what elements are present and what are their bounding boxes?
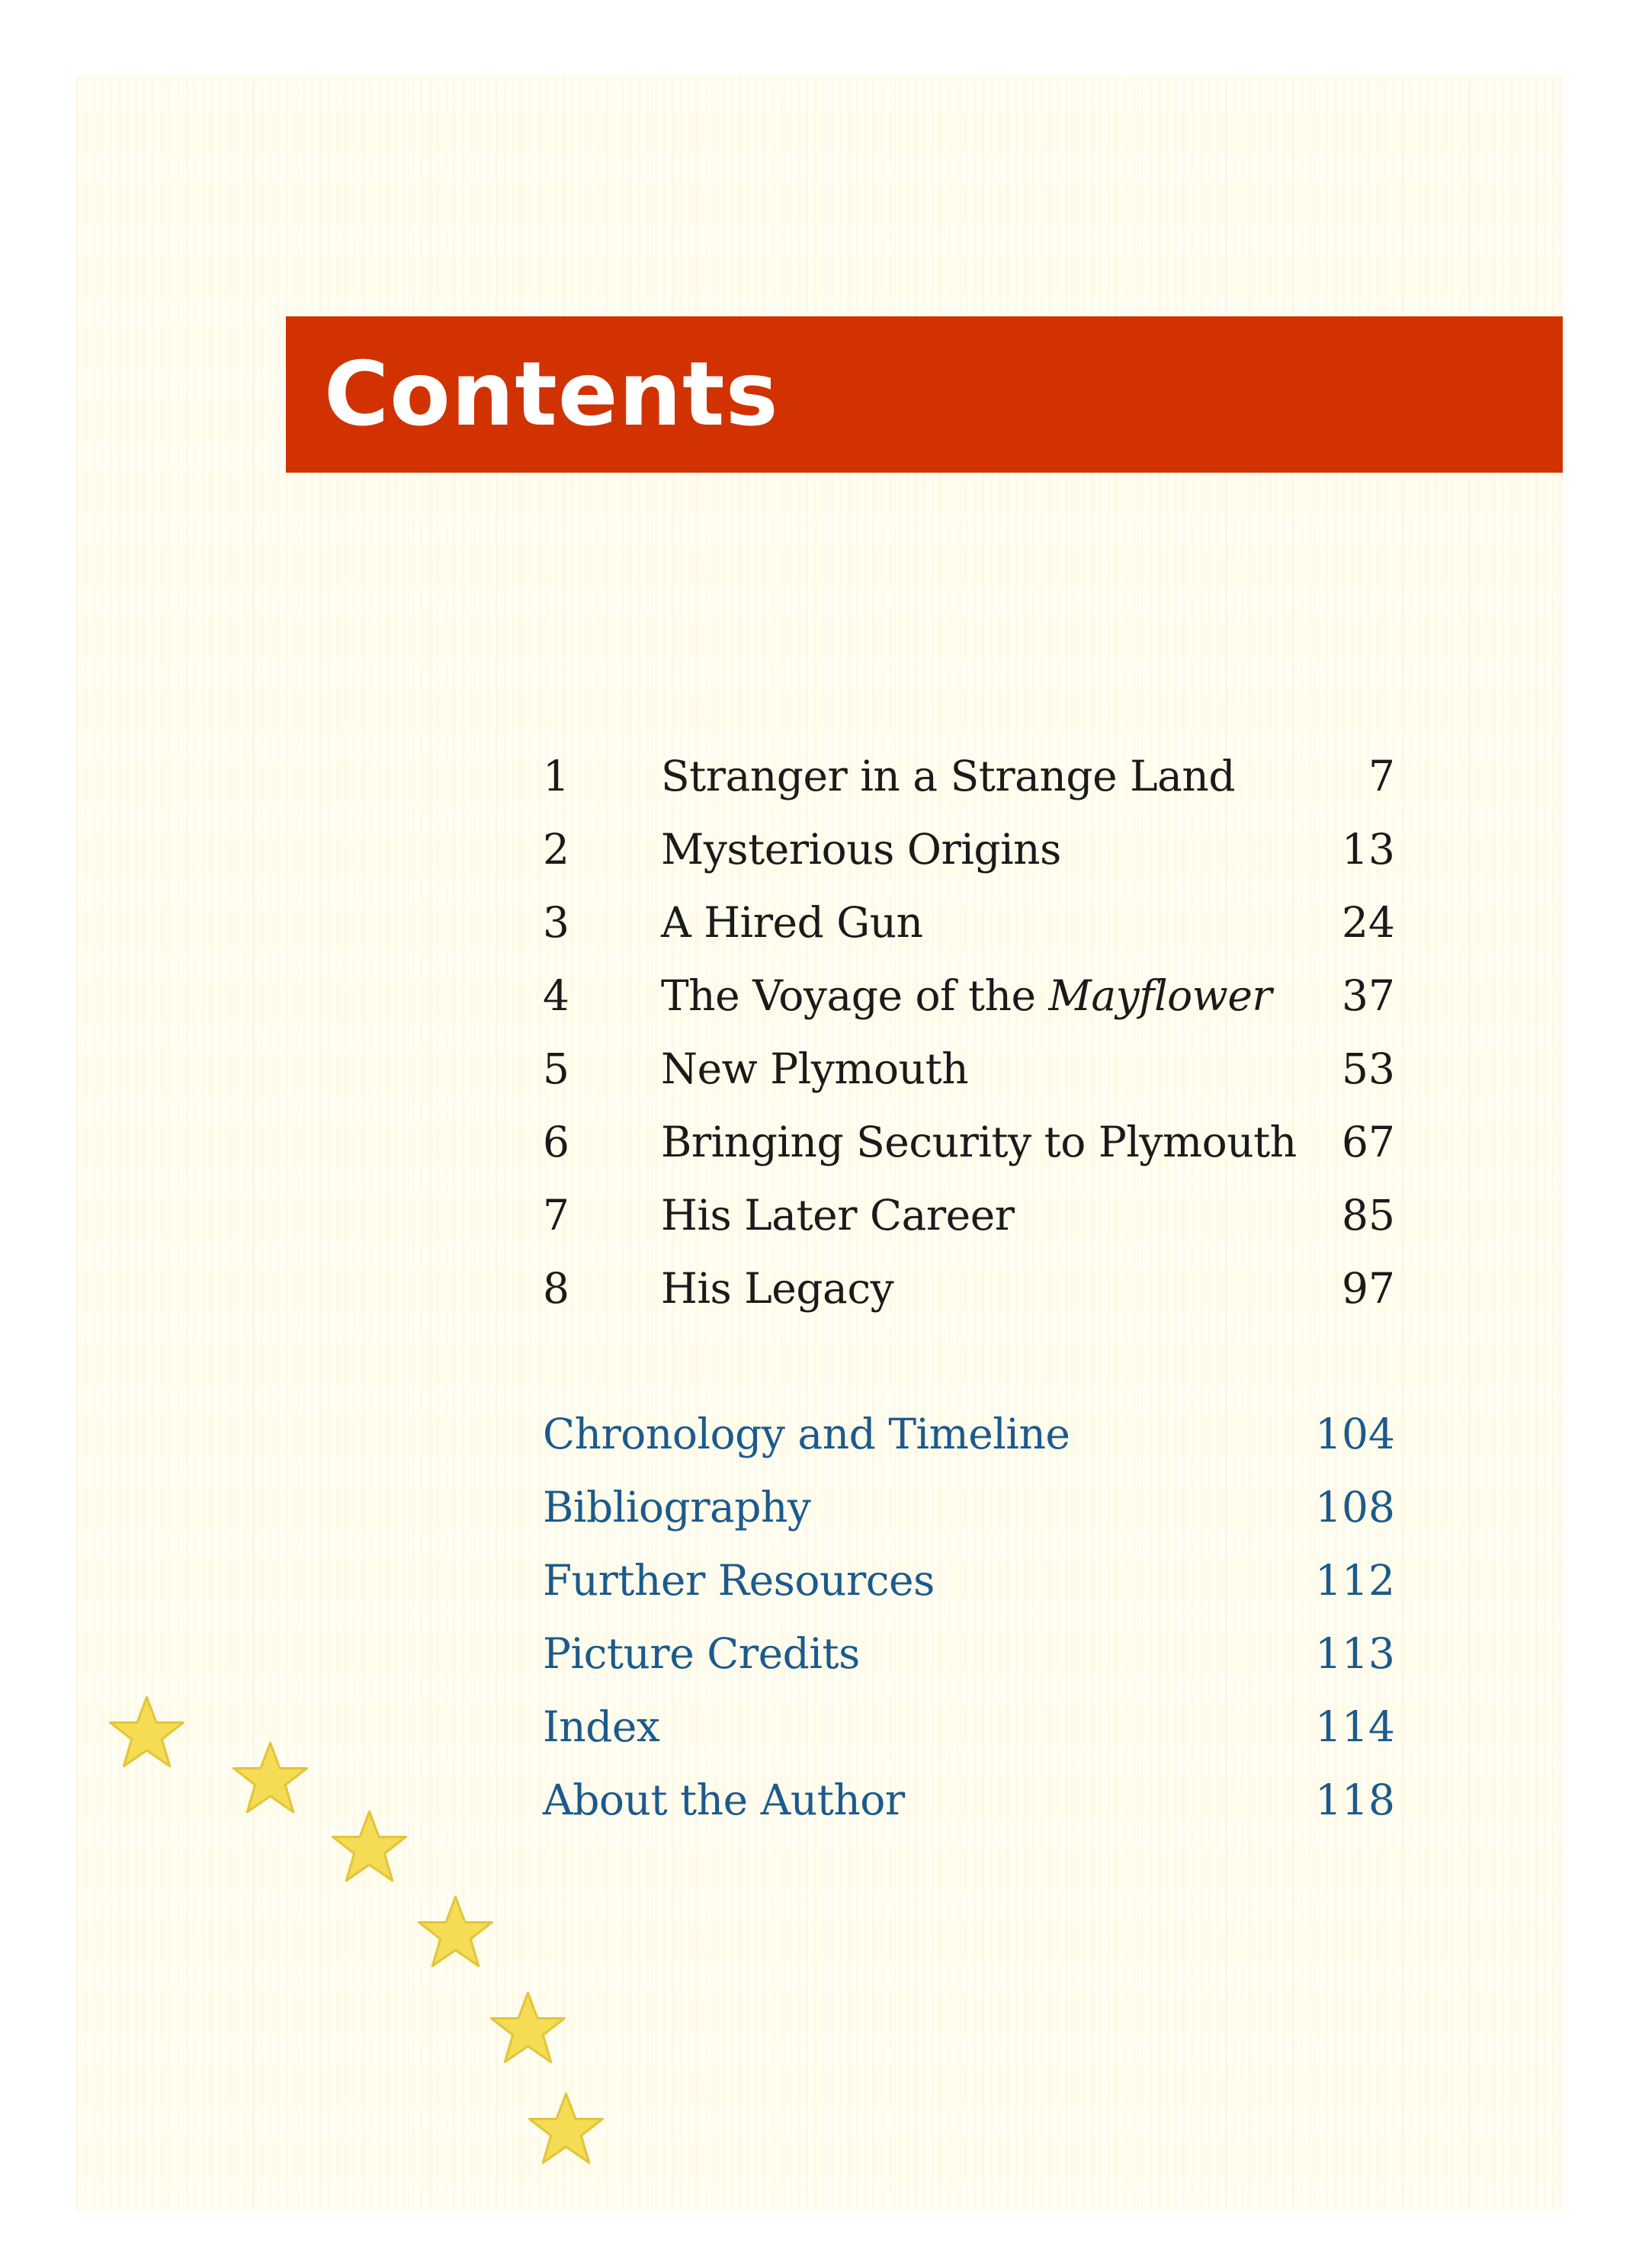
toc-chapter-row[interactable]: [543, 886, 1395, 959]
star-icon: [107, 1694, 187, 1770]
back-matter-title: Chronology and Timeline: [543, 1410, 1070, 1458]
chapter-title: A Hired Gun: [661, 898, 923, 947]
toc-chapter-row[interactable]: [543, 1032, 1395, 1105]
chapter-page-number: 67: [1342, 1118, 1395, 1166]
back-matter-list: [543, 1397, 1395, 1837]
chapter-number: 5: [543, 1044, 569, 1093]
back-matter-page-number: 113: [1315, 1629, 1395, 1678]
back-matter-page-number: 112: [1315, 1556, 1395, 1605]
chapter-number: 1: [543, 752, 569, 800]
back-matter-page-number: 114: [1315, 1702, 1395, 1751]
chapter-page-number: 7: [1368, 752, 1395, 800]
chapter-number: 2: [543, 825, 569, 874]
toc-chapter-row[interactable]: [543, 959, 1395, 1032]
back-matter-title: Bibliography: [543, 1483, 811, 1532]
toc-back-matter-row[interactable]: [543, 1617, 1395, 1690]
chapter-page-number: 13: [1342, 825, 1395, 874]
star-icon: [230, 1740, 310, 1816]
toc-back-matter-row[interactable]: [543, 1397, 1395, 1471]
star-icon: [415, 1894, 496, 1970]
chapter-title: Stranger in a Strange Land: [661, 752, 1236, 800]
toc-back-matter-row[interactable]: [543, 1690, 1395, 1763]
chapter-number: 3: [543, 898, 569, 947]
chapter-title: New Plymouth: [661, 1044, 969, 1093]
page-title: Contents: [324, 342, 779, 446]
back-matter-title: Index: [543, 1702, 660, 1751]
chapter-title: His Later Career: [661, 1191, 1015, 1240]
back-matter-page-number: 108: [1315, 1483, 1395, 1532]
chapter-page-number: 97: [1342, 1264, 1395, 1313]
back-matter-page-number: 104: [1315, 1410, 1395, 1458]
chapter-title: Bringing Security to Plymouth: [661, 1118, 1297, 1166]
back-matter-title: About the Author: [543, 1776, 905, 1824]
chapter-number: 4: [543, 971, 569, 1020]
chapter-title-prefix: The Voyage of the: [661, 971, 1049, 1020]
chapter-title: [661, 959, 1272, 1032]
toc-back-matter-row[interactable]: [543, 1544, 1395, 1617]
chapter-page-number: 37: [1342, 971, 1395, 1020]
chapter-title: Mysterious Origins: [661, 825, 1061, 874]
toc-chapter-row[interactable]: [543, 739, 1395, 813]
chapter-page-number: 24: [1342, 898, 1395, 947]
table-of-contents: [543, 739, 1395, 1837]
toc-back-matter-row[interactable]: [543, 1763, 1395, 1837]
toc-chapter-row[interactable]: [543, 1252, 1395, 1325]
back-matter-page-number: 118: [1315, 1776, 1395, 1824]
chapter-number: 7: [543, 1191, 569, 1240]
back-matter-title: Further Resources: [543, 1556, 935, 1605]
title-bar: [286, 316, 1563, 473]
star-icon: [488, 1990, 568, 2066]
chapter-page-number: 53: [1342, 1044, 1395, 1093]
back-matter-title: Picture Credits: [543, 1629, 860, 1678]
star-icon: [526, 2090, 606, 2167]
chapter-title: His Legacy: [661, 1264, 894, 1313]
toc-back-matter-row[interactable]: [543, 1471, 1395, 1544]
chapter-number: 8: [543, 1264, 569, 1313]
chapter-title-italic: Mayflower: [1048, 971, 1272, 1020]
chapter-number: 6: [543, 1118, 569, 1166]
star-icon: [329, 1808, 409, 1885]
toc-chapter-row[interactable]: [543, 813, 1395, 886]
toc-chapter-row[interactable]: [543, 1105, 1395, 1179]
toc-chapter-row[interactable]: [543, 1179, 1395, 1252]
chapter-page-number: 85: [1342, 1191, 1395, 1240]
